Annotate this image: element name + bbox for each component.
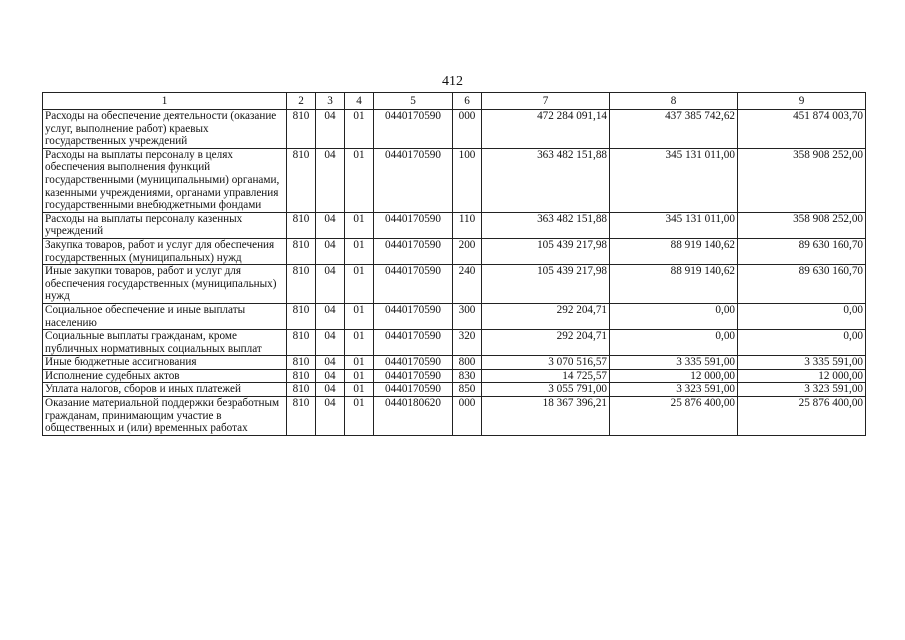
table-row bbox=[43, 356, 866, 370]
amount-col7: 14 725,57 bbox=[482, 369, 610, 383]
table-row bbox=[43, 383, 866, 397]
code-section: 04 bbox=[316, 330, 345, 356]
amount-col7: 105 439 217,98 bbox=[482, 265, 610, 304]
column-header-2: 2 bbox=[287, 93, 316, 110]
amount-col8: 25 876 400,00 bbox=[610, 397, 738, 436]
amount-col9: 0,00 bbox=[738, 303, 866, 329]
amount-col9: 89 630 160,70 bbox=[738, 238, 866, 264]
code-target: 0440170590 bbox=[374, 383, 453, 397]
code-target: 0440170590 bbox=[374, 110, 453, 149]
amount-col8: 88 919 140,62 bbox=[610, 265, 738, 304]
row-name: Иные бюджетные ассигнования bbox=[43, 356, 287, 370]
table-row bbox=[43, 330, 866, 356]
amount-col7: 3 070 516,57 bbox=[482, 356, 610, 370]
row-name: Исполнение судебных актов bbox=[43, 369, 287, 383]
table-row bbox=[43, 397, 866, 436]
amount-col8: 0,00 bbox=[610, 303, 738, 329]
code-section: 04 bbox=[316, 303, 345, 329]
column-header-5: 5 bbox=[374, 93, 453, 110]
amount-col9: 89 630 160,70 bbox=[738, 265, 866, 304]
table-row bbox=[43, 148, 866, 212]
amount-col7: 3 055 791,00 bbox=[482, 383, 610, 397]
code-expense-type: 000 bbox=[453, 397, 482, 436]
column-header-7: 7 bbox=[482, 93, 610, 110]
amount-col7: 18 367 396,21 bbox=[482, 397, 610, 436]
amount-col8: 3 335 591,00 bbox=[610, 356, 738, 370]
code-ministry: 810 bbox=[287, 110, 316, 149]
row-name: Иные закупки товаров, работ и услуг для обеспечения государственных (муниципальных) нужд bbox=[43, 265, 287, 304]
code-section: 04 bbox=[316, 383, 345, 397]
amount-col7: 292 204,71 bbox=[482, 330, 610, 356]
code-target: 0440170590 bbox=[374, 148, 453, 212]
amount-col9: 3 323 591,00 bbox=[738, 383, 866, 397]
code-ministry: 810 bbox=[287, 238, 316, 264]
page-number: 412 bbox=[442, 74, 463, 89]
amount-col9: 358 908 252,00 bbox=[738, 212, 866, 238]
code-expense-type: 830 bbox=[453, 369, 482, 383]
code-subsection: 01 bbox=[345, 356, 374, 370]
code-expense-type: 100 bbox=[453, 148, 482, 212]
code-ministry: 810 bbox=[287, 383, 316, 397]
row-name: Закупка товаров, работ и услуг для обеспечения государственных (муниципальных) нужд bbox=[43, 238, 287, 264]
code-subsection: 01 bbox=[345, 265, 374, 304]
code-section: 04 bbox=[316, 265, 345, 304]
code-target: 0440180620 bbox=[374, 397, 453, 436]
code-expense-type: 200 bbox=[453, 238, 482, 264]
row-name: Социальные выплаты гражданам, кроме публичных нормативных социальных выплат bbox=[43, 330, 287, 356]
code-subsection: 01 bbox=[345, 369, 374, 383]
row-name: Оказание материальной поддержки безработным гражданам, принимающим участие в общественных и (или) временных работах bbox=[43, 397, 287, 436]
amount-col8: 345 131 011,00 bbox=[610, 212, 738, 238]
table-row bbox=[43, 110, 866, 149]
amount-col7: 105 439 217,98 bbox=[482, 238, 610, 264]
code-subsection: 01 bbox=[345, 148, 374, 212]
column-header-1: 1 bbox=[43, 93, 287, 110]
code-ministry: 810 bbox=[287, 265, 316, 304]
code-subsection: 01 bbox=[345, 330, 374, 356]
budget-table bbox=[42, 92, 866, 436]
amount-col7: 292 204,71 bbox=[482, 303, 610, 329]
amount-col9: 0,00 bbox=[738, 330, 866, 356]
amount-col7: 472 284 091,14 bbox=[482, 110, 610, 149]
code-subsection: 01 bbox=[345, 397, 374, 436]
amount-col8: 345 131 011,00 bbox=[610, 148, 738, 212]
code-section: 04 bbox=[316, 356, 345, 370]
column-header-4: 4 bbox=[345, 93, 374, 110]
amount-col8: 437 385 742,62 bbox=[610, 110, 738, 149]
code-subsection: 01 bbox=[345, 212, 374, 238]
code-target: 0440170590 bbox=[374, 330, 453, 356]
amount-col9: 3 335 591,00 bbox=[738, 356, 866, 370]
row-name: Расходы на выплаты персоналу казенных учреждений bbox=[43, 212, 287, 238]
code-expense-type: 000 bbox=[453, 110, 482, 149]
column-header-6: 6 bbox=[453, 93, 482, 110]
amount-col9: 358 908 252,00 bbox=[738, 148, 866, 212]
code-section: 04 bbox=[316, 397, 345, 436]
amount-col7: 363 482 151,88 bbox=[482, 212, 610, 238]
amount-col8: 88 919 140,62 bbox=[610, 238, 738, 264]
code-subsection: 01 bbox=[345, 383, 374, 397]
code-expense-type: 850 bbox=[453, 383, 482, 397]
table-row bbox=[43, 265, 866, 304]
code-subsection: 01 bbox=[345, 110, 374, 149]
amount-col9: 451 874 003,70 bbox=[738, 110, 866, 149]
table-row bbox=[43, 369, 866, 383]
code-section: 04 bbox=[316, 369, 345, 383]
code-target: 0440170590 bbox=[374, 265, 453, 304]
code-target: 0440170590 bbox=[374, 369, 453, 383]
amount-col7: 363 482 151,88 bbox=[482, 148, 610, 212]
row-name: Социальное обеспечение и иные выплаты населению bbox=[43, 303, 287, 329]
amount-col8: 12 000,00 bbox=[610, 369, 738, 383]
code-ministry: 810 bbox=[287, 397, 316, 436]
row-name: Расходы на обеспечение деятельности (оказание услуг, выполнение работ) краевых государственных учреждений bbox=[43, 110, 287, 149]
code-expense-type: 800 bbox=[453, 356, 482, 370]
table-row bbox=[43, 212, 866, 238]
code-section: 04 bbox=[316, 110, 345, 149]
code-subsection: 01 bbox=[345, 238, 374, 264]
table-row bbox=[43, 238, 866, 264]
row-name: Уплата налогов, сборов и иных платежей bbox=[43, 383, 287, 397]
code-expense-type: 240 bbox=[453, 265, 482, 304]
code-target: 0440170590 bbox=[374, 303, 453, 329]
column-header-8: 8 bbox=[610, 93, 738, 110]
code-ministry: 810 bbox=[287, 330, 316, 356]
amount-col8: 0,00 bbox=[610, 330, 738, 356]
code-ministry: 810 bbox=[287, 212, 316, 238]
code-section: 04 bbox=[316, 212, 345, 238]
column-header-9: 9 bbox=[738, 93, 866, 110]
code-expense-type: 320 bbox=[453, 330, 482, 356]
code-subsection: 01 bbox=[345, 303, 374, 329]
code-target: 0440170590 bbox=[374, 238, 453, 264]
row-name: Расходы на выплаты персоналу в целях обеспечения выполнения функций государственными (муниципальными) органами, казенными учреждениями, органами управления государственными внебюджетными фондами bbox=[43, 148, 287, 212]
code-ministry: 810 bbox=[287, 148, 316, 212]
amount-col8: 3 323 591,00 bbox=[610, 383, 738, 397]
table-header-row bbox=[43, 93, 866, 110]
table-row bbox=[43, 303, 866, 329]
code-expense-type: 110 bbox=[453, 212, 482, 238]
amount-col9: 12 000,00 bbox=[738, 369, 866, 383]
code-section: 04 bbox=[316, 238, 345, 264]
code-section: 04 bbox=[316, 148, 345, 212]
code-expense-type: 300 bbox=[453, 303, 482, 329]
code-target: 0440170590 bbox=[374, 356, 453, 370]
code-ministry: 810 bbox=[287, 369, 316, 383]
amount-col9: 25 876 400,00 bbox=[738, 397, 866, 436]
code-ministry: 810 bbox=[287, 356, 316, 370]
code-ministry: 810 bbox=[287, 303, 316, 329]
code-target: 0440170590 bbox=[374, 212, 453, 238]
column-header-3: 3 bbox=[316, 93, 345, 110]
